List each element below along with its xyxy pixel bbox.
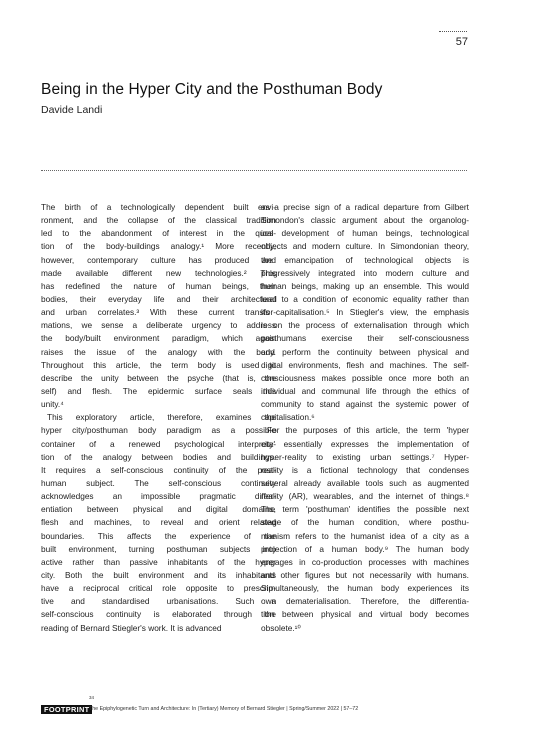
footer-citation: The Epiphylogenetic Turn and Architecture: In (Tertiary) Memory of Bernard Stiegler | Spring/Summer 2022 | 57–72 [89,706,359,712]
text-line: engages in co-production processes with machines [261,556,469,567]
text-line: The term 'posthuman' identifies the possible next [261,504,469,515]
text-line: Throughout this article, the term body is used to [41,359,276,370]
article-title: Being in the Hyper City and the Posthuman Body [41,81,383,98]
text-line: as a precise sign of a radical departure from Gilbert [261,202,469,212]
text-line: built environment, turning posthuman subjects into [41,543,276,554]
text-line: progressively integrated into modern culture and [261,267,469,278]
text-line: human beings, making up an ensemble. This would [261,280,469,291]
text-line: its capitalisation.⁵ In Stiegler's view, the emphasis [261,307,469,318]
text-line: made available different new technologies.² This [41,267,276,278]
text-line: unity.⁴ [41,399,64,410]
text-line: manism refers to the humanist idea of a city as a [261,530,469,541]
text-line: Simondon's classic argument about the organolog- [261,215,469,226]
text-line: It requires a self-conscious continuity of the post- [41,464,276,475]
text-line: stage of the human condition, where posthu- [261,517,469,528]
text-line: mations, we sense a deliberate urgency to address [41,320,276,331]
text-line: hyper-reality to existing urban settings.⁷ Hyper- [261,451,469,462]
text-line: objects and modern culture. In Simondonian theory, [261,241,469,252]
text-line: tion of the body-buildings analogy.¹ More recently, [41,241,276,252]
text-line: entiation between physical and digital domains, [41,504,276,515]
text-line: is on the process of externalisation through which [261,320,469,331]
text-line: For the purposes of this article, the term 'hyper [267,425,469,436]
header-divider [41,170,467,171]
text-line: posthumans exercise their self-consciousness [261,333,469,344]
text-line: boundaries. This affects the experience of the [41,530,276,541]
text-line: reading of Bernard Stiegler's work. It is advanced [41,622,222,633]
text-line: container of a renewed psychological interpreta- [41,438,276,449]
text-line: led to the abandonment of interest in the ques- [41,228,276,239]
text-line: community to stand against the systemic power of [261,399,469,410]
text-line: bodies, their everyday life and their architectural [41,293,276,304]
journal-logo: FOOTPRINT [41,705,92,714]
text-line: raises the issue of the analogy with the body. [41,346,276,357]
text-line: reality (AR), wearables, and the internet of things.⁸ [261,491,469,502]
text-line: self-conscious continuity is elaborated through the [41,609,276,620]
text-line: has redefined the nature of human beings, their [41,280,276,291]
text-line: tive and standardised urbanisations. Such a [41,596,276,607]
text-line: digital environments, flesh and machines. The self- [261,359,469,370]
text-line: however, contemporary culture has produced and [41,254,276,265]
page-footer [41,695,471,717]
footer-footnote-marker: 34 [89,695,95,700]
text-line: describe the unity between the psyche (that is, the [41,372,276,383]
text-line: consciousness makes possible once more both an [261,372,469,383]
text-line: the emancipation of technological objects is [261,254,469,265]
text-line: human subject. The self-conscious continuity [41,477,276,488]
article-author: Davide Landi [41,104,103,116]
text-line: ronment, and the collapse of the classical tradition [41,215,276,226]
text-line: acknowledges an impossible pragmatic differ- [41,491,276,502]
text-line: obsolete.¹⁰ [261,622,301,633]
text-line: have a reciprocal critical role opposite to prescrip- [41,583,276,594]
text-line: The birth of a technologically dependent built envi- [41,202,276,212]
text-line: individual and communal life through the ethics of [261,385,469,396]
text-line: city. Both the built environment and its inhabitants [41,569,276,580]
text-line: projection of a human body.⁹ The human body [261,543,469,554]
body-column-left [41,201,276,635]
text-line: active rather than passive inhabitants of the hyper [41,556,276,567]
text-line: several already available tools such as augmented [261,477,469,488]
text-line: and other figures but not necessarily with humans. [261,569,469,580]
text-line: ical development of human beings, technological [261,228,469,239]
top-rule [439,31,467,32]
text-line: flesh and machines, to reveal and orient related [41,517,276,528]
text-line: This exploratory article, therefore, examines the [47,412,276,423]
text-line: hyper city/posthuman body paradigm as a possible [41,425,276,436]
text-line: tion between physical and virtual body becomes [261,609,469,620]
page-number: 57 [455,36,468,48]
text-line: reality is a fictional technology that condenses [261,464,469,475]
text-line: capitalisation.⁶ [261,412,315,423]
text-line: city' essentially expresses the implementation of [261,438,469,449]
text-line: Simultaneously, the human body experiences its [261,583,469,594]
body-column-right [261,201,469,635]
text-line: lead to a condition of economic equality rather than [261,293,469,304]
text-line: own dematerialisation. Therefore, the differentia- [261,596,469,607]
text-line: and perform the continuity between physical and [261,346,469,357]
text-line: the body/built environment paradigm, which again [41,333,276,344]
text-line: tion of the analogy between bodies and buildings. [41,451,276,462]
text-line: and urban correlates.³ With these current transfor- [41,307,276,318]
text-line: self) and flesh. The epidermic surface seals this [41,385,276,396]
